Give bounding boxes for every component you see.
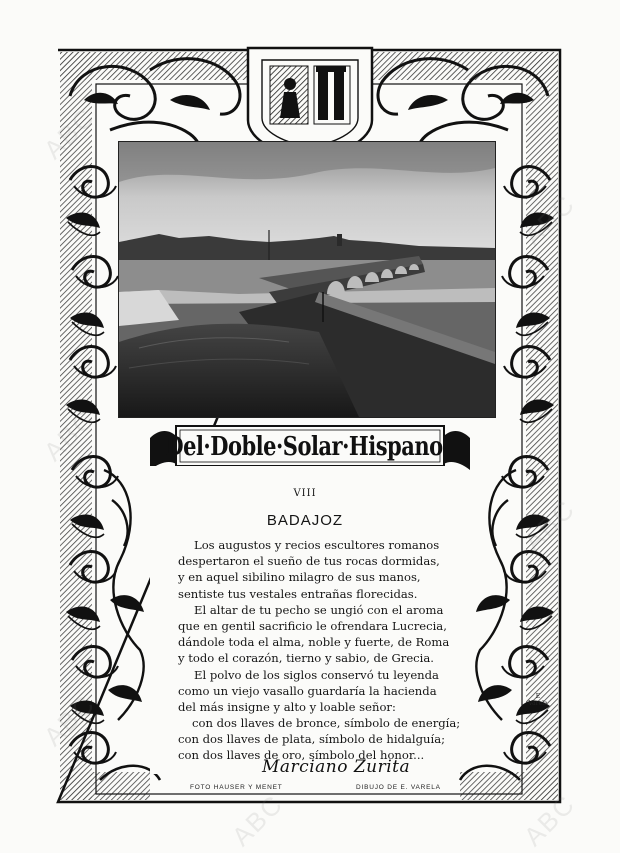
- poem-line: que en gentil sacrificio le ofrendara Lucrecia,: [178, 618, 447, 633]
- poem-line: Los augustos y recios escultores romanos: [194, 538, 440, 552]
- section-numeral: VIII: [293, 488, 317, 499]
- watermark: ABC: [225, 788, 290, 852]
- watermark: ABC: [517, 788, 582, 852]
- poem-line: El polvo de los siglos conservó tu leyenda: [194, 667, 439, 682]
- badajoz-bridge-photo: [118, 141, 496, 418]
- poem-line: con dos llaves de plata, símbolo de hidalguía;: [178, 732, 446, 747]
- poem-line: sentiste tus vestales entrañas florecidas.: [178, 586, 418, 601]
- poem-title: BADAJOZ: [266, 512, 344, 529]
- drawing-credit: DIBUJO DE E. VARELA: [356, 784, 441, 791]
- poem-line: del más insigne y alto y loable señor:: [178, 699, 396, 714]
- author-signature: Marciano Zurita: [262, 757, 411, 777]
- poem-line: despertaron el sueño de tus rocas dormidas,: [178, 554, 440, 569]
- poem-body: [178, 537, 478, 764]
- poem-line: con dos llaves de oro, símbolo del honor...: [178, 748, 425, 763]
- poem-line: y todo el corazón, tierno y sabio, de Grecia.: [178, 651, 434, 666]
- poem-line: y en aquel sibilino milagro de sus manos,: [178, 570, 421, 585]
- photo-credit: FOTO HAUSER Y MENET: [190, 784, 283, 791]
- artist-name: Varela: [528, 700, 548, 707]
- poem-line: con dos llaves de bronce, símbolo de energía;: [192, 716, 461, 731]
- poem-line: como un viejo vasallo guardaría la hacienda: [178, 683, 437, 698]
- artist-monogram: [528, 693, 548, 707]
- poem-line: dándole toda el alma, noble y fuerte, de Roma: [178, 635, 450, 650]
- banner-title: Del·Doble·Solar·Hispano: [165, 429, 443, 461]
- banner: [165, 425, 443, 465]
- artist-initial: E: [535, 693, 541, 700]
- poem-line: El altar de tu pecho se ungió con el aroma: [194, 602, 444, 617]
